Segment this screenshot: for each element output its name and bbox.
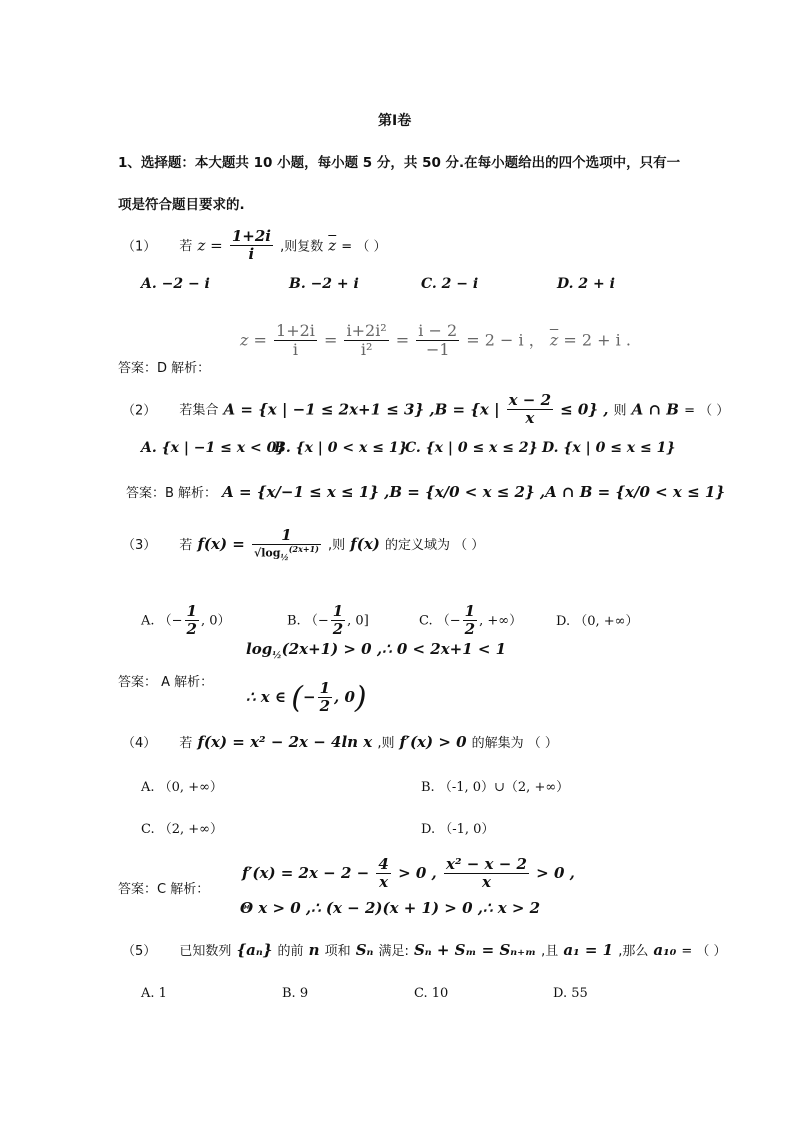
math-expr: z =: [240, 330, 267, 350]
question-1: [122, 228, 386, 264]
option-d: D. （-1, 0）: [421, 822, 495, 837]
fraction-numerator: i − 2: [418, 321, 458, 340]
question-text: = （ ）: [684, 403, 730, 419]
math-expr: z =: [197, 236, 223, 255]
question-text: 若: [179, 538, 193, 554]
math-expr: $\overline{z}$: [549, 330, 559, 350]
math-expr: ∴ x ∈: [246, 687, 287, 706]
answer-label: 答案：B 解析：: [126, 486, 218, 501]
answer-row: [126, 482, 725, 501]
fraction: [376, 856, 390, 892]
fraction: [444, 856, 529, 892]
question-text: 若: [179, 736, 193, 751]
option-text: C. （−: [419, 613, 461, 629]
fraction-numerator: i+2i²: [346, 321, 387, 340]
option-a: A. {x | −1 ≤ x < 0}: [141, 440, 286, 456]
fraction-numerator: 1: [319, 679, 331, 697]
question-text: ,则复数: [280, 239, 324, 255]
option-b: B. −2 + i: [289, 276, 359, 292]
math-expr: Sₙ: [355, 941, 374, 959]
math-expr: = 2 − i ，: [466, 330, 545, 350]
option-b: [287, 603, 369, 639]
option-c: C. 2 − i: [421, 276, 479, 292]
question-text: 若集合: [179, 403, 219, 419]
math-expr: n: [308, 941, 320, 959]
math-expr: log: [246, 640, 273, 658]
answer-label: 答案： A 解析：: [118, 675, 214, 690]
fraction-denominator: x: [379, 873, 389, 892]
option-b: B. 9: [282, 986, 309, 1001]
fraction-numerator: 1: [464, 602, 476, 620]
math-expr: −: [303, 687, 316, 706]
option-b: B. {x | 0 < x ≤ 1}: [274, 440, 408, 456]
question-text: 则: [613, 403, 627, 419]
option-text: , 0）: [200, 613, 231, 629]
fraction-denominator: 2: [464, 620, 476, 639]
math-expr: {aₙ}: [236, 941, 273, 959]
question-text: = （ ）: [341, 239, 387, 255]
fraction-denominator: x: [481, 873, 491, 892]
solution-line-1: [242, 856, 575, 892]
fraction: [344, 322, 388, 360]
solution-line-2: Θ x > 0 ,∴ (x − 2)(x + 1) > 0 ,∴ x > 2: [240, 899, 541, 917]
question-text: 的前: [277, 944, 304, 959]
math-expr: f(x) = x² − 2x − 4ln x: [197, 733, 373, 751]
option-b: B. （-1, 0）∪（2, +∞）: [421, 780, 570, 795]
question-3: [122, 527, 484, 562]
math-expr: f′(x) > 0: [399, 733, 467, 751]
fraction-numerator: 1+2i: [231, 227, 271, 245]
fraction-denominator: $√\log_{\frac{1}{2}}^{(2x+1)}$: [253, 544, 319, 563]
question-text: = （ ）: [681, 944, 727, 959]
fraction-denominator: 2: [319, 697, 331, 716]
question-number: （5）: [122, 944, 157, 959]
fraction-denominator: i: [248, 245, 255, 264]
math-expr: , 0: [334, 687, 355, 706]
question-text: ,则: [377, 736, 395, 751]
option-d: D. 55: [553, 986, 588, 1001]
fraction-denominator: x: [525, 409, 535, 428]
option-c: [419, 603, 522, 639]
option-d: D. 2 + i: [557, 276, 615, 292]
option-c: C. （2, +∞）: [141, 822, 224, 837]
math-expr: ≤ 0} ,: [560, 400, 609, 419]
math-expr: f(x) =: [197, 535, 245, 554]
question-5: [122, 940, 727, 959]
math-expr: f′(x) = 2x − 2 −: [242, 863, 370, 882]
fraction-numerator: 1+2i: [276, 321, 315, 340]
fraction: [230, 228, 273, 264]
fraction: [507, 392, 553, 428]
question-text: ,那么: [618, 944, 649, 959]
question-number: （4）: [122, 736, 157, 751]
math-expr: f(x): [350, 535, 380, 554]
question-text: ,则: [328, 538, 346, 554]
math-expr: a₁ = 1: [563, 941, 614, 959]
question-4: [122, 732, 558, 751]
math-expr: (2x+1) > 0 ,∴ 0 < 2x+1 < 1: [281, 640, 507, 658]
fraction-numerator: 1: [332, 602, 344, 620]
answer-label: 答案：C 解析：: [118, 882, 210, 897]
fraction-numerator: 4: [378, 855, 389, 873]
option-d: D. {x | 0 ≤ x ≤ 1}: [542, 440, 676, 456]
log-arg: (2x+1): [288, 544, 319, 555]
log-base: ½: [272, 651, 282, 661]
option-a: A. −2 − i: [141, 276, 210, 292]
fraction: [331, 603, 345, 639]
solution-line-2: ∴ x ∈ (− $\frac{1}{2}$ , 0): [246, 679, 367, 716]
fraction-denominator: 2: [186, 620, 197, 639]
fraction: [416, 322, 459, 360]
solution: z = $\frac{1+2i}{i}$ = $\frac{\text{i+2i²}}{\text{i²}}$ = $\frac{i - 2}{-1}$ = 2 − i ， $\overline{z} = 2 + i$ .: [240, 321, 631, 360]
question-text: 的定义域为 （ ）: [384, 538, 485, 554]
option-a: A. （0, +∞）: [141, 780, 223, 795]
fraction-denominator: −1: [425, 340, 450, 360]
math-expr: a₁₀: [653, 941, 677, 959]
fraction: [252, 527, 321, 562]
question-text: 已知数列: [179, 944, 232, 959]
fraction: [185, 603, 199, 639]
math-expr: A ∩ B: [631, 400, 679, 419]
section-title: 第Ⅰ卷: [378, 113, 412, 129]
math-expr: > 0 ,: [398, 863, 437, 882]
math-expr: A = {x | −1 ≤ 2x+1 ≤ 3} ,B = {x |: [223, 400, 500, 419]
question-2: [122, 392, 729, 428]
fraction-denominator: 2: [332, 620, 344, 639]
fraction-denominator: i²: [360, 340, 373, 360]
answer-label: 答案：D 解析：: [118, 361, 211, 376]
option-text: , 0]: [347, 613, 369, 629]
fraction-numerator: x² − x − 2: [446, 855, 527, 873]
question-number: （2）: [122, 403, 157, 419]
question-text: 满足:: [378, 944, 409, 959]
math-expr: = 2 + i .: [563, 330, 631, 350]
question-text: ,且: [541, 944, 559, 959]
math-expr: Sₙ + Sₘ = Sₙ₊ₘ: [413, 941, 537, 959]
option-text: A. （−: [141, 613, 183, 629]
log-text: log: [261, 546, 281, 560]
option-text: , +∞）: [479, 613, 523, 629]
fraction: [318, 680, 332, 716]
question-text: 若: [179, 239, 193, 255]
fraction: [463, 603, 477, 639]
log-base: ½: [280, 552, 289, 563]
option-text: B. （−: [287, 613, 329, 629]
solution-line-1: [246, 640, 506, 661]
question-number: （3）: [122, 538, 157, 554]
option-c: C. {x | 0 ≤ x ≤ 2}: [405, 440, 538, 456]
question-number: （1）: [122, 239, 157, 255]
fraction: [274, 322, 317, 360]
instruction-line-2: 项是符合题目要求的.: [118, 197, 245, 213]
question-text: 项和: [324, 944, 351, 959]
fraction-numerator: x − 2: [508, 391, 552, 409]
fraction-numerator: 1: [252, 527, 321, 545]
math-expr: > 0 ,: [536, 863, 575, 882]
fraction-numerator: 1: [186, 602, 197, 620]
math-expr: $\overline{z}$: [328, 236, 337, 255]
solution: A = {x/−1 ≤ x ≤ 1} ,B = {x/0 < x ≤ 2} ,A ∩ B = {x/0 < x ≤ 1}: [222, 483, 725, 501]
option-a: A. 1: [141, 986, 167, 1001]
fraction-denominator: i: [292, 340, 299, 360]
option-d: D. （0, +∞）: [556, 614, 639, 629]
instruction-line-1: 1、选择题：本大题共 10 小题，每小题 5 分，共 50 分.在每小题给出的四个选项中，只有一: [118, 155, 681, 171]
question-text: 的解集为 （ ）: [471, 736, 558, 751]
option-c: C. 10: [414, 986, 449, 1001]
option-a: [141, 603, 231, 639]
